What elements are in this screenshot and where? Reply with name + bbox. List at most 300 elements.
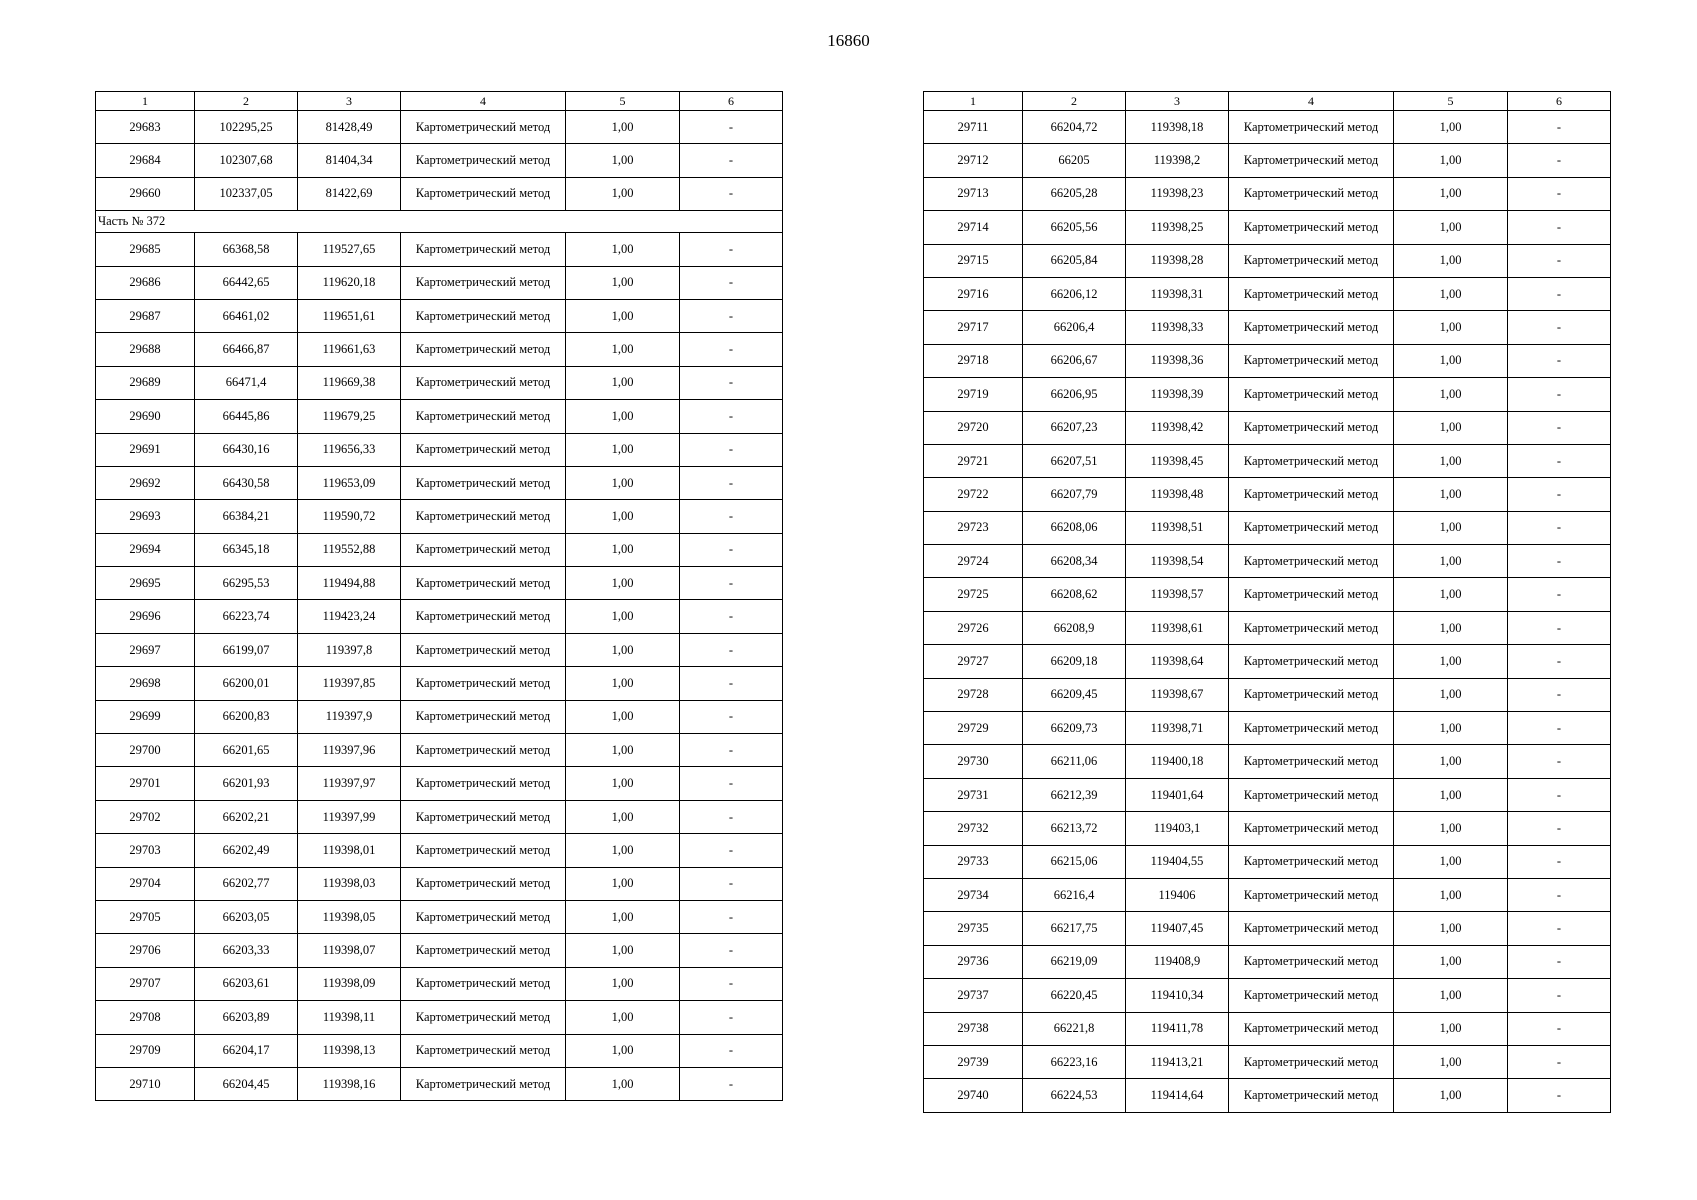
table-cell: 29722 — [924, 478, 1023, 511]
table-cell: 66219,09 — [1023, 945, 1126, 978]
table-cell: 119398,09 — [298, 967, 401, 1000]
table-cell: 66215,06 — [1023, 845, 1126, 878]
table-row — [96, 333, 783, 366]
table-cell: 119590,72 — [298, 500, 401, 533]
table-cell: Картометрический метод — [401, 800, 566, 833]
table-cell: 66209,18 — [1023, 645, 1126, 678]
table-row — [924, 344, 1611, 377]
table-cell: 119397,96 — [298, 734, 401, 767]
table-row — [924, 277, 1611, 310]
table-cell: 66208,9 — [1023, 611, 1126, 644]
table-cell: Картометрический метод — [1229, 778, 1394, 811]
table-cell: Картометрический метод — [401, 533, 566, 566]
table-row — [924, 545, 1611, 578]
table-cell: 1,00 — [1394, 1012, 1508, 1045]
table-cell: 29728 — [924, 678, 1023, 711]
table-cell: Картометрический метод — [401, 1001, 566, 1034]
table-cell: Картометрический метод — [1229, 411, 1394, 444]
table-cell: 1,00 — [566, 366, 680, 399]
table-cell: 29683 — [96, 111, 195, 144]
table-cell: Картометрический метод — [401, 1034, 566, 1067]
table-cell: 1,00 — [1394, 712, 1508, 745]
table-cell: 1,00 — [1394, 411, 1508, 444]
table-row — [924, 945, 1611, 978]
table-cell: - — [680, 500, 783, 533]
table-cell: - — [1508, 1045, 1611, 1078]
column-header: 2 — [1023, 92, 1126, 111]
table-cell: 1,00 — [1394, 678, 1508, 711]
table-cell: 29693 — [96, 500, 195, 533]
column-header: 4 — [401, 92, 566, 111]
table-cell: - — [680, 834, 783, 867]
column-header: 1 — [96, 92, 195, 111]
table-cell: 66471,4 — [195, 366, 298, 399]
table-cell: 1,00 — [566, 700, 680, 733]
table-cell: 29712 — [924, 144, 1023, 177]
table-cell: 29723 — [924, 511, 1023, 544]
table-cell: 1,00 — [566, 1001, 680, 1034]
table-row — [96, 967, 783, 1000]
table-cell: 29694 — [96, 533, 195, 566]
table-cell: - — [680, 967, 783, 1000]
table-cell: Картометрический метод — [401, 500, 566, 533]
table-cell: 1,00 — [1394, 912, 1508, 945]
table-row — [96, 366, 783, 399]
table-cell: 66466,87 — [195, 333, 298, 366]
table-row — [96, 500, 783, 533]
table-cell: 66205,56 — [1023, 211, 1126, 244]
table-cell: 29740 — [924, 1079, 1023, 1112]
table-cell: 1,00 — [1394, 778, 1508, 811]
table-row — [924, 845, 1611, 878]
table-cell: Картометрический метод — [401, 266, 566, 299]
table-cell: - — [680, 800, 783, 833]
table-cell: 1,00 — [566, 177, 680, 210]
table-cell: 1,00 — [566, 900, 680, 933]
table-cell: - — [1508, 1012, 1611, 1045]
table-cell: 29738 — [924, 1012, 1023, 1045]
table-cell: Картометрический метод — [401, 734, 566, 767]
table-cell: 66224,53 — [1023, 1079, 1126, 1112]
table-row — [924, 979, 1611, 1012]
table-cell: Картометрический метод — [1229, 945, 1394, 978]
table-cell: - — [1508, 211, 1611, 244]
table-cell: 29735 — [924, 912, 1023, 945]
table-cell: 119679,25 — [298, 400, 401, 433]
column-header: 6 — [680, 92, 783, 111]
table-cell: Картометрический метод — [401, 233, 566, 266]
table-cell: 29686 — [96, 266, 195, 299]
table-cell: 1,00 — [566, 144, 680, 177]
table-cell: 66206,4 — [1023, 311, 1126, 344]
table-cell: Картометрический метод — [401, 433, 566, 466]
table-cell: 66217,75 — [1023, 912, 1126, 945]
table-cell: 66384,21 — [195, 500, 298, 533]
table-row — [96, 177, 783, 210]
table-cell: 1,00 — [566, 934, 680, 967]
table-cell: Картометрический метод — [401, 867, 566, 900]
table-row — [96, 400, 783, 433]
table-cell: 66203,33 — [195, 934, 298, 967]
table-cell: 66200,83 — [195, 700, 298, 733]
table-cell: 119398,42 — [1126, 411, 1229, 444]
section-label: Часть № 372 — [96, 211, 783, 233]
table-cell: 1,00 — [566, 299, 680, 332]
table-cell: 29705 — [96, 900, 195, 933]
table-cell: 66205,28 — [1023, 177, 1126, 210]
table-cell: 29691 — [96, 433, 195, 466]
table-cell: - — [1508, 645, 1611, 678]
table-cell: 29704 — [96, 867, 195, 900]
table-row — [96, 633, 783, 666]
table-cell: 1,00 — [1394, 545, 1508, 578]
table-row — [96, 1001, 783, 1034]
table-cell: 1,00 — [566, 400, 680, 433]
table-cell: - — [1508, 511, 1611, 544]
table-cell: 29739 — [924, 1045, 1023, 1078]
table-cell: 1,00 — [1394, 311, 1508, 344]
table-cell: 66202,77 — [195, 867, 298, 900]
table-cell: 1,00 — [566, 1067, 680, 1100]
table-cell: 66368,58 — [195, 233, 298, 266]
table-row — [96, 266, 783, 299]
table-cell: 29689 — [96, 366, 195, 399]
table-cell: 66207,51 — [1023, 444, 1126, 477]
table-cell: - — [1508, 979, 1611, 1012]
table-cell: 29726 — [924, 611, 1023, 644]
table-cell: 29730 — [924, 745, 1023, 778]
table-cell: 119398,51 — [1126, 511, 1229, 544]
table-cell: Картометрический метод — [1229, 912, 1394, 945]
table-cell: 66209,73 — [1023, 712, 1126, 745]
table-cell: 66445,86 — [195, 400, 298, 433]
column-header: 5 — [1394, 92, 1508, 111]
table-cell: Картометрический метод — [1229, 545, 1394, 578]
table-cell: 1,00 — [566, 466, 680, 499]
table-row — [96, 144, 783, 177]
table-cell: - — [1508, 177, 1611, 210]
table-cell: - — [680, 700, 783, 733]
table-cell: - — [680, 177, 783, 210]
table-cell: 66211,06 — [1023, 745, 1126, 778]
table-cell: 1,00 — [1394, 211, 1508, 244]
table-cell: 119398,18 — [1126, 111, 1229, 144]
table-cell: 119414,64 — [1126, 1079, 1229, 1112]
table-cell: 1,00 — [1394, 177, 1508, 210]
table-cell: 119653,09 — [298, 466, 401, 499]
table-cell: - — [680, 900, 783, 933]
table-cell: 119398,71 — [1126, 712, 1229, 745]
table-cell: 119661,63 — [298, 333, 401, 366]
table-cell: 66202,21 — [195, 800, 298, 833]
table-cell: - — [1508, 311, 1611, 344]
table-cell: 81404,34 — [298, 144, 401, 177]
table-cell: 119411,78 — [1126, 1012, 1229, 1045]
table-cell: - — [680, 1001, 783, 1034]
table-cell: Картометрический метод — [401, 700, 566, 733]
table-cell: Картометрический метод — [1229, 311, 1394, 344]
table-cell: Картометрический метод — [1229, 1012, 1394, 1045]
table-cell: - — [1508, 678, 1611, 711]
table-cell: 119406 — [1126, 878, 1229, 911]
table-cell: 1,00 — [1394, 945, 1508, 978]
table-row — [924, 411, 1611, 444]
table-cell: 66220,45 — [1023, 979, 1126, 1012]
table-cell: - — [680, 233, 783, 266]
table-row — [924, 912, 1611, 945]
table-row — [96, 111, 783, 144]
table-cell: 119398,2 — [1126, 144, 1229, 177]
table-cell: 66295,53 — [195, 567, 298, 600]
table-cell: 29699 — [96, 700, 195, 733]
table-cell: - — [1508, 144, 1611, 177]
table-cell: Картометрический метод — [1229, 845, 1394, 878]
table-cell: 119400,18 — [1126, 745, 1229, 778]
table-cell: 29696 — [96, 600, 195, 633]
table-cell: 29706 — [96, 934, 195, 967]
table-cell: Картометрический метод — [1229, 144, 1394, 177]
table-cell: 119398,45 — [1126, 444, 1229, 477]
table-cell: 119398,39 — [1126, 378, 1229, 411]
table-cell: 66203,05 — [195, 900, 298, 933]
table-cell: - — [1508, 611, 1611, 644]
table-cell: - — [1508, 1079, 1611, 1112]
table-cell: 119620,18 — [298, 266, 401, 299]
table-row — [96, 466, 783, 499]
table-cell: 1,00 — [566, 1034, 680, 1067]
table-cell: 66208,34 — [1023, 545, 1126, 578]
table-cell: Картометрический метод — [1229, 244, 1394, 277]
table-cell: Картометрический метод — [1229, 745, 1394, 778]
table-cell: - — [1508, 111, 1611, 144]
table-cell: 119397,85 — [298, 667, 401, 700]
column-header: 5 — [566, 92, 680, 111]
table-cell: Картометрический метод — [1229, 478, 1394, 511]
table-cell: 119494,88 — [298, 567, 401, 600]
table-cell: Картометрический метод — [401, 633, 566, 666]
table-cell: Картометрический метод — [1229, 812, 1394, 845]
table-row — [96, 834, 783, 867]
table-row — [96, 934, 783, 967]
table-cell: - — [1508, 778, 1611, 811]
table-row — [924, 745, 1611, 778]
table-cell: 29736 — [924, 945, 1023, 978]
table-cell: 66206,67 — [1023, 344, 1126, 377]
table-cell: 81428,49 — [298, 111, 401, 144]
table-cell: - — [1508, 545, 1611, 578]
table-cell: 119398,67 — [1126, 678, 1229, 711]
table-cell: 66208,06 — [1023, 511, 1126, 544]
table-cell: Картометрический метод — [1229, 177, 1394, 210]
table-cell: 66208,62 — [1023, 578, 1126, 611]
table-cell: 29707 — [96, 967, 195, 1000]
table-cell: - — [680, 266, 783, 299]
table-cell: - — [1508, 845, 1611, 878]
table-cell: - — [1508, 812, 1611, 845]
table-cell: 1,00 — [1394, 478, 1508, 511]
table-cell: 66209,45 — [1023, 678, 1126, 711]
coordinates-table-right — [923, 91, 1611, 1113]
table-cell: 119398,36 — [1126, 344, 1229, 377]
table-row — [924, 812, 1611, 845]
table-cell: 29716 — [924, 277, 1023, 310]
table-cell: 119656,33 — [298, 433, 401, 466]
table-cell: Картометрический метод — [1229, 378, 1394, 411]
table-cell: Картометрический метод — [1229, 712, 1394, 745]
table-row — [96, 767, 783, 800]
table-cell: Картометрический метод — [401, 767, 566, 800]
table-cell: 66206,12 — [1023, 277, 1126, 310]
table-cell: 119398,28 — [1126, 244, 1229, 277]
table-cell: 102295,25 — [195, 111, 298, 144]
table-cell: - — [1508, 444, 1611, 477]
table-cell: 29718 — [924, 344, 1023, 377]
table-cell: 1,00 — [566, 967, 680, 1000]
table-cell: 29708 — [96, 1001, 195, 1034]
table-cell: - — [1508, 578, 1611, 611]
table-cell: 1,00 — [566, 800, 680, 833]
table-cell: 1,00 — [1394, 378, 1508, 411]
table-cell: - — [1508, 878, 1611, 911]
table-cell: Картометрический метод — [1229, 444, 1394, 477]
table-cell: 66430,58 — [195, 466, 298, 499]
table-cell: 1,00 — [1394, 578, 1508, 611]
table-cell: - — [1508, 912, 1611, 945]
table-row — [96, 1034, 783, 1067]
table-cell: 29729 — [924, 712, 1023, 745]
table-cell: - — [680, 934, 783, 967]
table-cell: - — [680, 867, 783, 900]
table-cell: 1,00 — [566, 667, 680, 700]
table-cell: 66201,93 — [195, 767, 298, 800]
table-cell: 29711 — [924, 111, 1023, 144]
table-row — [924, 778, 1611, 811]
page-number: 16860 — [827, 31, 870, 50]
table-cell: - — [680, 767, 783, 800]
table-cell: 66204,72 — [1023, 111, 1126, 144]
table-cell: 119651,61 — [298, 299, 401, 332]
table-cell: 1,00 — [1394, 812, 1508, 845]
table-cell: - — [1508, 745, 1611, 778]
table-cell: - — [680, 533, 783, 566]
table-cell: - — [1508, 712, 1611, 745]
table-cell: 1,00 — [566, 834, 680, 867]
table-cell: 1,00 — [566, 266, 680, 299]
table-cell: Картометрический метод — [1229, 344, 1394, 377]
table-cell: Картометрический метод — [401, 144, 566, 177]
table-cell: 119403,1 — [1126, 812, 1229, 845]
table-cell: Картометрический метод — [1229, 277, 1394, 310]
table-header-row — [96, 92, 783, 111]
table-cell: 29724 — [924, 545, 1023, 578]
table-cell: 66223,74 — [195, 600, 298, 633]
table-cell: 29731 — [924, 778, 1023, 811]
table-cell: 66223,16 — [1023, 1045, 1126, 1078]
table-cell: 119407,45 — [1126, 912, 1229, 945]
table-cell: 1,00 — [1394, 111, 1508, 144]
table-cell: 29710 — [96, 1067, 195, 1100]
table-cell: 1,00 — [1394, 979, 1508, 1012]
table-cell: 119398,03 — [298, 867, 401, 900]
table-cell: 29715 — [924, 244, 1023, 277]
table-cell: Картометрический метод — [401, 567, 566, 600]
table-cell: 119413,21 — [1126, 1045, 1229, 1078]
table-cell: 81422,69 — [298, 177, 401, 210]
table-cell: 119397,9 — [298, 700, 401, 733]
table-cell: 66206,95 — [1023, 378, 1126, 411]
table-cell: 66216,4 — [1023, 878, 1126, 911]
table-cell: 119527,65 — [298, 233, 401, 266]
table-cell: 66202,49 — [195, 834, 298, 867]
table-cell: 1,00 — [566, 633, 680, 666]
table-cell: 66200,01 — [195, 667, 298, 700]
table-cell: 66430,16 — [195, 433, 298, 466]
table-cell: Картометрический метод — [1229, 678, 1394, 711]
table-cell: 119397,99 — [298, 800, 401, 833]
table-cell: 119398,54 — [1126, 545, 1229, 578]
table-row — [924, 244, 1611, 277]
table-row — [96, 667, 783, 700]
column-header: 2 — [195, 92, 298, 111]
table-cell: 1,00 — [566, 767, 680, 800]
table-cell: Картометрический метод — [1229, 578, 1394, 611]
table-row — [924, 1079, 1611, 1112]
column-header: 1 — [924, 92, 1023, 111]
table-cell: Картометрический метод — [401, 667, 566, 700]
table-cell: 29697 — [96, 633, 195, 666]
table-cell: 1,00 — [566, 867, 680, 900]
table-cell: 1,00 — [566, 734, 680, 767]
table-cell: 29690 — [96, 400, 195, 433]
coordinates-table-left-body — [96, 92, 783, 1101]
table-cell: Картометрический метод — [1229, 979, 1394, 1012]
table-cell: 29732 — [924, 812, 1023, 845]
table-cell: 1,00 — [1394, 1079, 1508, 1112]
table-cell: 29733 — [924, 845, 1023, 878]
coordinates-table-right-body — [924, 92, 1611, 1113]
table-row — [924, 678, 1611, 711]
table-row — [96, 900, 783, 933]
table-cell: - — [680, 333, 783, 366]
table-cell: 29660 — [96, 177, 195, 210]
table-cell: 66205,84 — [1023, 244, 1126, 277]
table-cell: 119398,16 — [298, 1067, 401, 1100]
table-cell: 29688 — [96, 333, 195, 366]
table-cell: 66461,02 — [195, 299, 298, 332]
table-cell: Картометрический метод — [1229, 511, 1394, 544]
table-cell: - — [680, 433, 783, 466]
table-cell: 29713 — [924, 177, 1023, 210]
table-row — [96, 800, 783, 833]
table-cell: 1,00 — [566, 433, 680, 466]
table-row — [924, 645, 1611, 678]
table-cell: Картометрический метод — [401, 111, 566, 144]
table-cell: 66205 — [1023, 144, 1126, 177]
table-cell: - — [680, 366, 783, 399]
table-cell: 119398,25 — [1126, 211, 1229, 244]
table-cell: - — [680, 111, 783, 144]
table-cell: Картометрический метод — [401, 600, 566, 633]
table-cell: 29714 — [924, 211, 1023, 244]
table-cell: 119410,34 — [1126, 979, 1229, 1012]
table-cell: Картометрический метод — [401, 177, 566, 210]
table-row — [924, 878, 1611, 911]
table-row — [96, 567, 783, 600]
table-cell: 1,00 — [1394, 244, 1508, 277]
table-row — [96, 867, 783, 900]
table-cell: 66442,65 — [195, 266, 298, 299]
table-cell: Картометрический метод — [1229, 878, 1394, 911]
